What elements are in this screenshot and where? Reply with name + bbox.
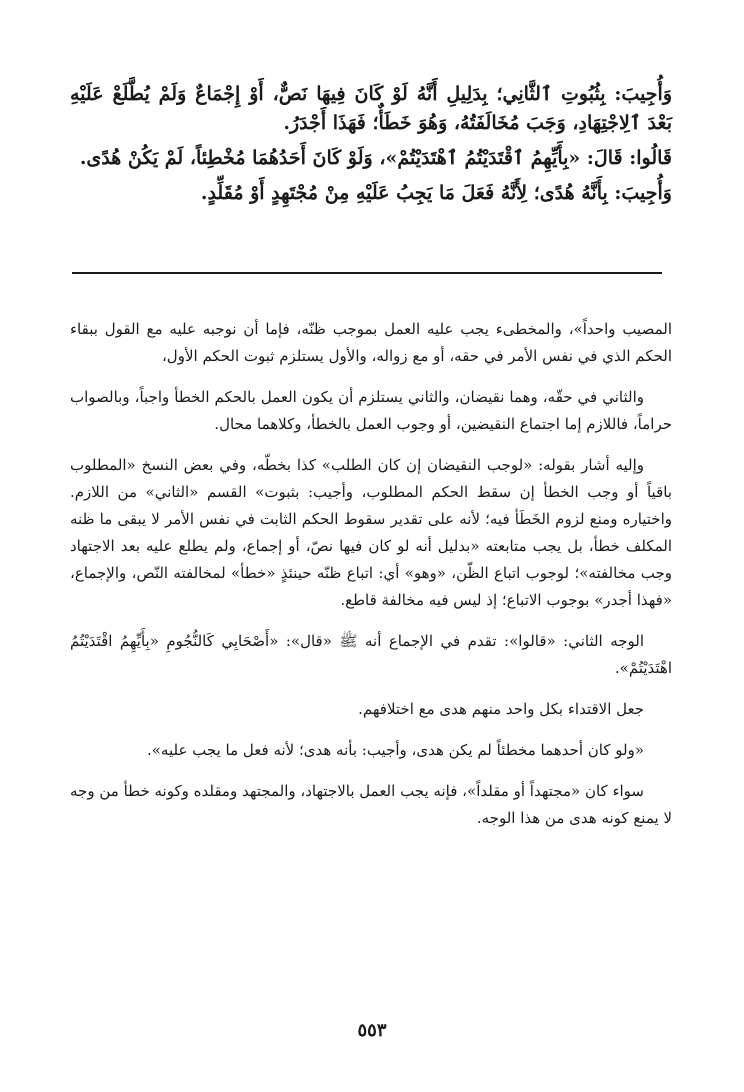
commentary-paragraph-2: والثاني في حقّه، وهما نقيضان، والثاني يستلزم أن يكون العمل بالحكم الخطأ واجباً، وبالصواب حراماً، فاللازم إما اجتماع النقيضين، أو وجوب العمل بالخطأ، وكلاهما محال. bbox=[70, 388, 672, 433]
commentary-paragraph-5: جعل الاقتداء بكل واحد منهم هدى مع اختلافهم. bbox=[358, 700, 644, 718]
commentary-paragraph-4: الوجه الثاني: «قالوا»: تقدم في الإجماع أنه ﷺ «قال»: «أَصْحَابِي كَالنُّجُومِ «بِأَيِّهِمُ اقْتَدَيْتُمُ اهْتَدَيْتُمْ». bbox=[70, 632, 672, 677]
commentary-paragraph-3: وإليه أشار بقوله: «لوجب النقيضان إن كان الطلب» كذا بخطّه، وفي بعض النسخ «المطلوب باقياً أو وجب الخطأ إن سقط الحكم المطلوب، وأجيب: بثبوت» القسم «الثاني» من اللازم. واختياره ومنع لزوم الخَطَأ فيه؛ لأنه على تقدير سقوط الحكم الثابت في نفس الأمر لا يبقى ما ظنه المكلف خطأ، بل يجب متابعته «بدليل أنه لو كان فيها نصّ، أو إجماع، ولم يطلع عليه بعد الاجتهاد وجب مخالفته»؛ لوجوب اتباع الظّن، «وهو» أي: اتباع ظنّه حينئذٍ «خطأ» لمخالفته النّص، والإجماع، «فهذا أجدر» بوجوب الاتباع؛ إذ ليس فيه مخالفة قاطع. bbox=[70, 456, 672, 609]
separator-rule bbox=[72, 272, 662, 274]
main-text-paragraph-3: وَأُجِيبَ: بِأَنَّهُ هُدًى؛ لِأَنَّهُ فَعَلَ مَا يَجِبُ عَلَيْهِ مِنْ مُجْتَهِدٍ أَوْ مُقَلِّدٍ. bbox=[200, 182, 672, 204]
main-text-block bbox=[70, 80, 672, 214]
commentary-paragraph-7: سواء كان «مجتهداً أو مقلداً»، فإنه يجب العمل بالاجتهاد، والمجتهد ومقلده وكونه خطأ من وجه لا يمنع كونه هدى من هذا الوجه. bbox=[70, 782, 672, 827]
commentary-paragraph-1: المصيب واحداً»، والمخطىء يجب عليه العمل بموجب ظنّه، فإما أن نوجبه عليه مع القول ببقاء الحكم الذي في نفس الأمر في حقه، أو مع زواله، والأول يستلزم ثبوت الحكم الأول، bbox=[70, 320, 672, 365]
main-text-paragraph-1: وَأُجِيبَ: بِثُبُوتِ ٱلثَّانِي؛ بِدَلِيلِ أَنَّهُ لَوْ كَانَ فِيهَا نَصٌّ، أَوْ إِجْمَاعٌ وَلَمْ يُطَّلَعْ عَلَيْهِ بَعْدَ ٱلِاجْتِهَادِ، وَجَبَ مُخَالَفَتُهُ، وَهُوَ خَطَأٌ؛ فَهَذَا أَجْدَرُ. bbox=[70, 83, 672, 134]
commentary-block bbox=[70, 316, 672, 846]
main-text-paragraph-2: قَالُوا: قَالَ: «بِأَيِّهِمُ ٱقْتَدَيْتُمُ ٱهْتَدَيْتُمْ»، وَلَوْ كَانَ أَحَدُهُمَا مُخْطِئاً، لَمْ يَكُنْ هُدًى. bbox=[79, 147, 672, 169]
commentary-paragraph-6: «ولو كان أحدهما مخطئاً لم يكن هدى، وأجيب: بأنه هدى؛ لأنه فعل ما يجب عليه». bbox=[146, 741, 644, 759]
page-number: ٥٥٣ bbox=[357, 1020, 387, 1041]
